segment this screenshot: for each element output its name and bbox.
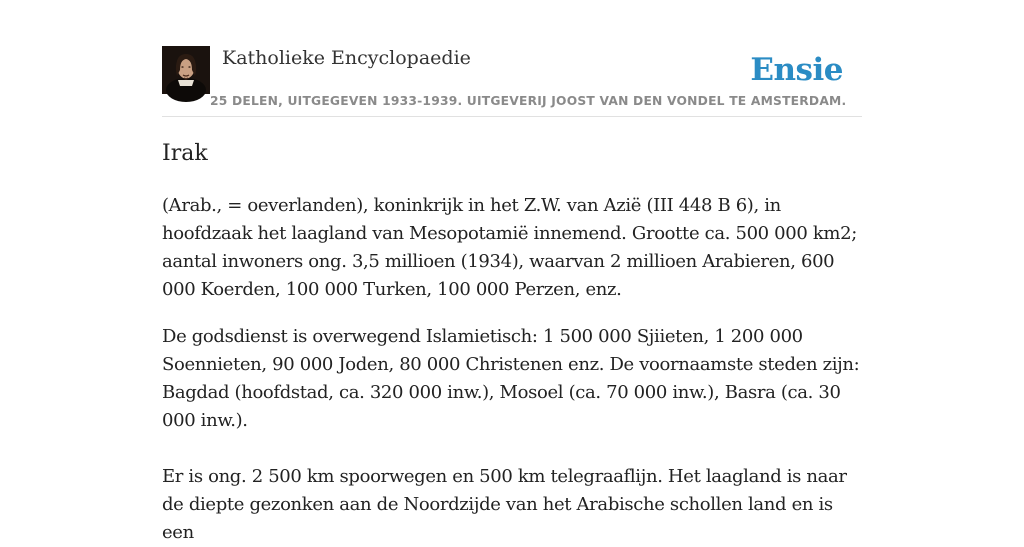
source-subtitle: 25 DELEN, UITGEGEVEN 1933-1939. UITGEVERIJ JOOST VAN DEN VONDEL TE AMSTERDAM. (210, 94, 847, 108)
portrait-icon[interactable] (162, 46, 210, 94)
article-paragraph: De godsdienst is overwegend Islamietisch: 1 500 000 Sjiieten, 1 200 000 Soennieten, 90 000 Joden, 80 000 Christenen enz. De voornaamste steden zijn: Bagdad (hoofdstad, ca. 320 000 inw.), Mosoel (ca. 70 000 inw.), Basra (ca. 30 000 inw.). (162, 326, 860, 431)
article-paragraph: Er is ong. 2 500 km spoorwegen en 500 km telegraaflijn. Het laagland is naar de diepte gezonken aan de Noordzijde van het Arabische schollen land en is een (162, 466, 847, 543)
article-title: Irak (162, 141, 208, 166)
article-paragraph: (Arab., = oeverlanden), koninkrijk in het Z.W. van Azië (III 448 B 6), in hoofdzaak het laagland van Mesopotamië innemend. Grootte ca. 500 000 km2; aantal inwoners ong. 3,5 millioen (1934), waarvan 2 millioen Arabieren, 600 000 Koerden, 100 000 Turken, 100 000 Perzen, enz. (162, 195, 857, 300)
article (162, 136, 862, 547)
ensie-logo-link[interactable]: Ensie (750, 52, 843, 88)
source-header (162, 46, 862, 117)
source-title[interactable]: Katholieke Encyclopaedie (222, 47, 471, 69)
